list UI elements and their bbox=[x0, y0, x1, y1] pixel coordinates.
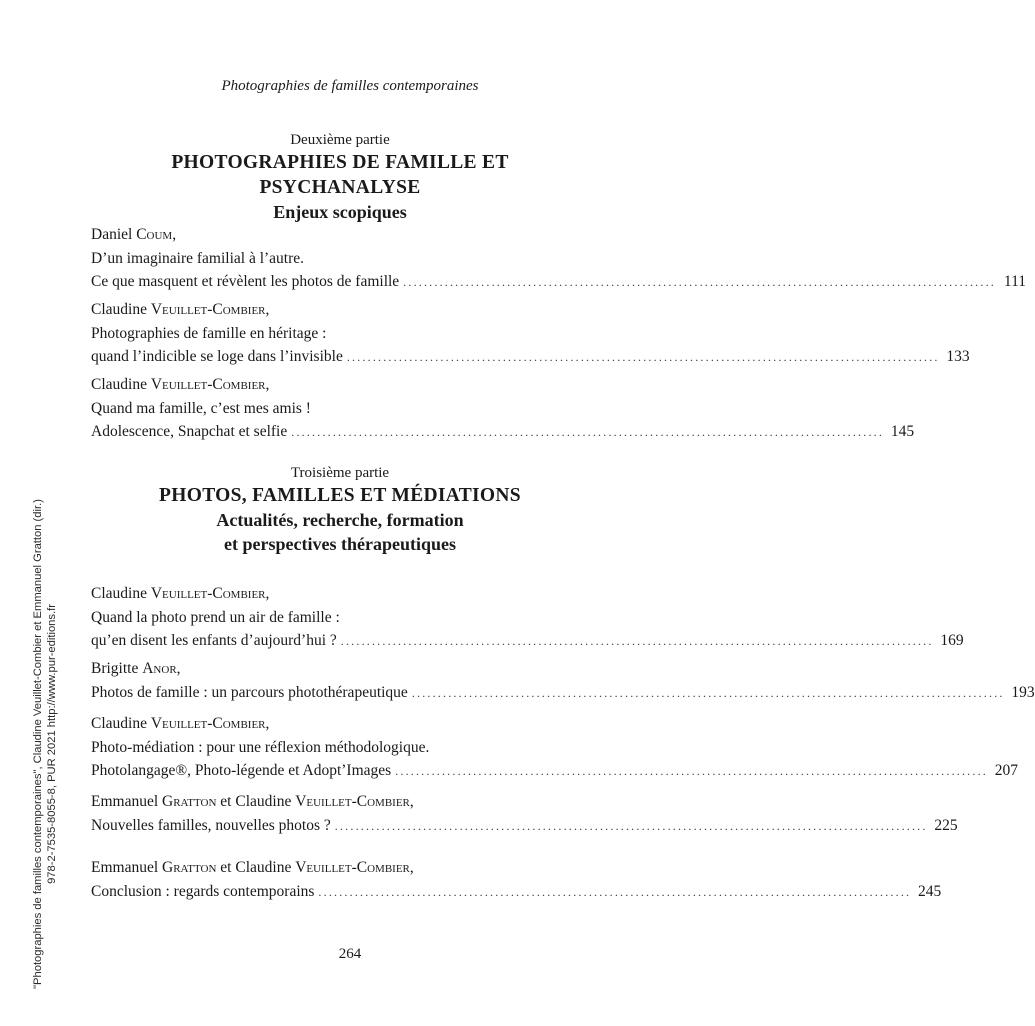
side-note bbox=[31, 484, 59, 1004]
toc-link[interactable] bbox=[91, 681, 1035, 706]
toc-link[interactable] bbox=[91, 270, 1026, 295]
toc-entry bbox=[91, 373, 915, 445]
toc-entry bbox=[91, 657, 1035, 705]
entry-title-line: Nouvelles familles, nouvelles photos ? bbox=[91, 816, 331, 834]
part-title: PHOTOGRAPHIES DE FAMILLE ET PSYCHANALYSE bbox=[171, 152, 509, 198]
entry-author: Claudine Veuillet-Combier, bbox=[91, 376, 270, 393]
entry-title-line: Adolescence, Snapchat et selfie bbox=[91, 423, 288, 440]
page-number: 169 bbox=[940, 632, 964, 649]
part-label: Troisième partie bbox=[290, 465, 390, 481]
entry-title-line: Conclusion : regards contemporains bbox=[91, 882, 315, 900]
entry-author: Claudine Veuillet-Combier, bbox=[91, 301, 270, 318]
entry-title-line: Photos de famille : un parcours photothérapeutique bbox=[91, 683, 408, 701]
page-number: 225 bbox=[934, 816, 958, 834]
entry-title-line: Photolangage®, Photo-légende et Adopt’Images bbox=[91, 762, 392, 779]
page-number: 133 bbox=[946, 348, 970, 365]
page-number: 145 bbox=[890, 423, 915, 440]
toc-entry bbox=[91, 582, 964, 654]
entry-author: Claudine Veuillet-Combier, bbox=[91, 585, 270, 602]
dot-leader: .................................................................................................................. bbox=[318, 884, 912, 899]
entry-author: Daniel Coum, bbox=[91, 226, 177, 243]
dot-leader: .................................................................................................................. bbox=[291, 425, 885, 439]
dot-leader: .................................................................................................................. bbox=[340, 634, 934, 648]
entry-title-line: Photographies de famille en héritage : bbox=[91, 324, 327, 342]
part-title: PHOTOS, FAMILLES ET MÉDIATIONS bbox=[159, 485, 521, 506]
entry-title-line: Quand ma famille, c’est mes amis ! bbox=[91, 399, 311, 417]
toc-link[interactable] bbox=[91, 880, 942, 905]
entry-title-line: quand l’indicible se loge dans l’invisible bbox=[91, 348, 343, 365]
page-number: 111 bbox=[1003, 273, 1026, 290]
entry-title-line: D’un imaginaire familial à l’autre. bbox=[91, 249, 305, 267]
toc-link[interactable] bbox=[91, 814, 958, 839]
entry-author: Claudine Veuillet-Combier, bbox=[91, 715, 270, 732]
toc-entry bbox=[91, 790, 958, 838]
dot-leader: .................................................................................................................. bbox=[395, 764, 988, 778]
part-heading bbox=[90, 463, 590, 556]
toc-entry bbox=[91, 223, 1026, 295]
dot-leader: .................................................................................................................. bbox=[411, 685, 1005, 700]
entry-author: Emmanuel Gratton et Claudine Veuillet-Combier, bbox=[91, 793, 414, 810]
toc-link[interactable] bbox=[91, 629, 964, 654]
running-head: Photographies de familles contemporaines bbox=[221, 78, 479, 94]
entry-title-line: qu’en disent les enfants d’aujourd’hui ? bbox=[91, 632, 337, 649]
toc-entry bbox=[91, 712, 1018, 784]
side-note-line: 978-2-7535-8055-8, PUR 2021 http://www.pur-editions.fr bbox=[46, 604, 58, 884]
side-note-line: "Photographies de familles contemporaines", Claudine Veuillet-Combier et Emmanuel Gratton (dir.) bbox=[32, 499, 44, 989]
toc-link[interactable] bbox=[91, 345, 970, 370]
page-number: 245 bbox=[917, 882, 942, 900]
toc-link[interactable] bbox=[91, 759, 1018, 784]
toc-entry bbox=[91, 298, 970, 370]
part-subtitle: et perspectives thérapeutiques bbox=[224, 534, 456, 554]
dot-leader: .................................................................................................................. bbox=[403, 275, 996, 289]
part-subtitle: Enjeux scopiques bbox=[273, 202, 407, 222]
entry-author: Brigitte Anor, bbox=[91, 660, 181, 677]
entry-author: Emmanuel Gratton et Claudine Veuillet-Combier, bbox=[91, 859, 414, 876]
entry-title-line: Ce que masquent et révèlent les photos de famille bbox=[91, 273, 400, 290]
page-number: 193 bbox=[1011, 683, 1035, 701]
dot-leader: .................................................................................................................. bbox=[334, 818, 928, 833]
part-label: Deuxième partie bbox=[290, 132, 390, 148]
entry-title-line: Photo-médiation : pour une réflexion méthodologique. bbox=[91, 738, 430, 756]
entry-title-line: Quand la photo prend un air de famille : bbox=[91, 608, 340, 626]
page-folio: 264 bbox=[338, 946, 362, 962]
toc-link[interactable] bbox=[91, 420, 915, 445]
part-heading bbox=[90, 130, 590, 224]
part-subtitle: Actualités, recherche, formation bbox=[216, 510, 464, 530]
toc-entry bbox=[91, 856, 942, 904]
dot-leader: .................................................................................................................. bbox=[346, 350, 940, 364]
page-number: 207 bbox=[994, 762, 1018, 779]
